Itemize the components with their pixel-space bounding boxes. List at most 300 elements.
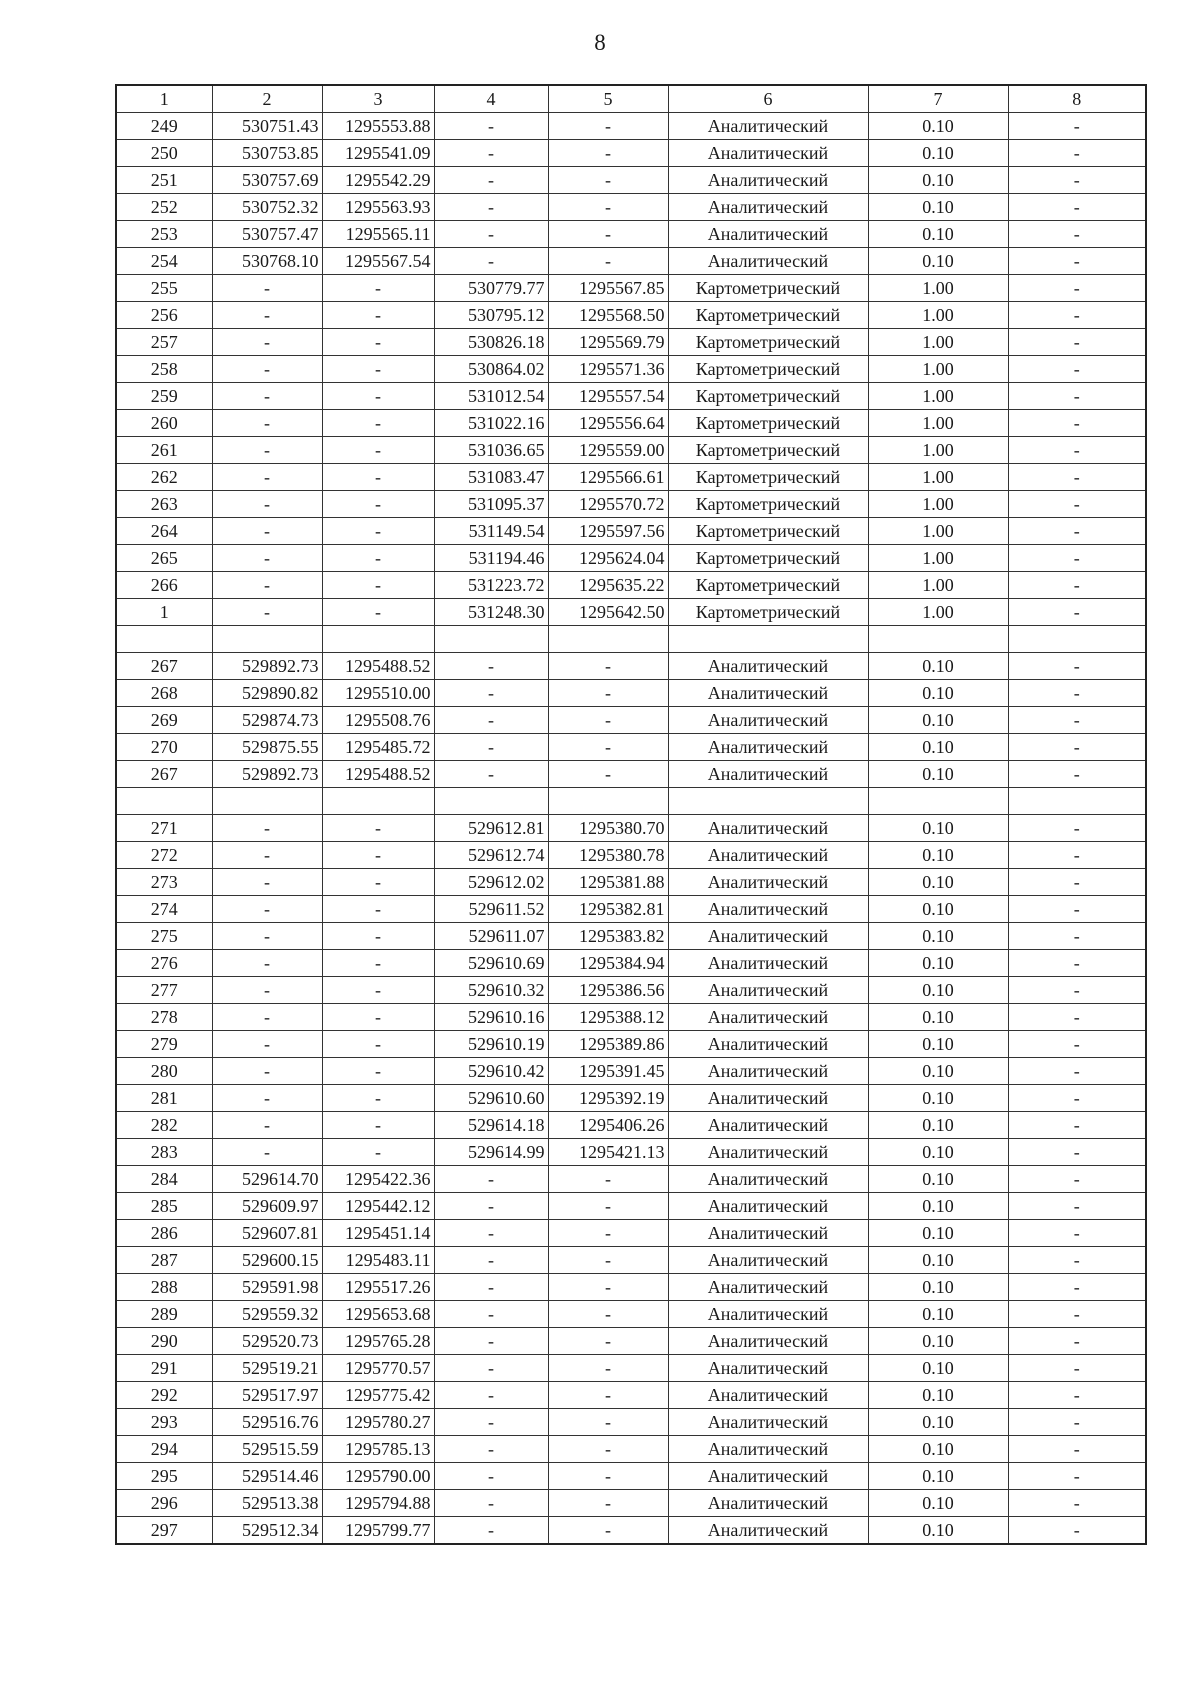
cell-y-coordinate: 1295565.11 — [322, 221, 434, 248]
cell-x-coordinate: - — [212, 410, 322, 437]
column-header-4: 4 — [434, 85, 548, 113]
cell-y-coordinate-alt: 1295597.56 — [548, 518, 668, 545]
cell-accuracy: 1.00 — [868, 302, 1008, 329]
cell-y-coordinate-alt: - — [548, 1436, 668, 1463]
cell-point-number: 266 — [116, 572, 212, 599]
cell-point-number: 257 — [116, 329, 212, 356]
cell-x-coordinate: 529520.73 — [212, 1328, 322, 1355]
cell-method: Картометрический — [668, 329, 868, 356]
cell-y-coordinate: - — [322, 950, 434, 977]
cell-note: - — [1008, 329, 1146, 356]
table-row — [116, 248, 1146, 275]
cell-y-coordinate-alt: - — [548, 1463, 668, 1490]
cell-x-coordinate: 529600.15 — [212, 1247, 322, 1274]
cell-point-number: 295 — [116, 1463, 212, 1490]
page-number: 8 — [594, 30, 606, 55]
cell-x-coordinate-alt: - — [434, 1382, 548, 1409]
cell-accuracy: 0.10 — [868, 815, 1008, 842]
cell-point-number: 281 — [116, 1085, 212, 1112]
cell-x-coordinate-alt: 529610.42 — [434, 1058, 548, 1085]
cell-point-number: 285 — [116, 1193, 212, 1220]
cell-accuracy: 0.10 — [868, 734, 1008, 761]
cell-x-coordinate-alt: - — [434, 1409, 548, 1436]
cell-point-number: 254 — [116, 248, 212, 275]
table-row — [116, 464, 1146, 491]
cell-method: Аналитический — [668, 761, 868, 788]
cell-accuracy: 1.00 — [868, 491, 1008, 518]
cell-point-number: 293 — [116, 1409, 212, 1436]
cell-method: Картометрический — [668, 491, 868, 518]
cell-note: - — [1008, 599, 1146, 626]
cell-note: - — [1008, 869, 1146, 896]
cell-y-coordinate-alt: 1295569.79 — [548, 329, 668, 356]
cell-point-number: 288 — [116, 1274, 212, 1301]
cell-accuracy: 1.00 — [868, 275, 1008, 302]
cell-method: Аналитический — [668, 1382, 868, 1409]
cell-method: Аналитический — [668, 1004, 868, 1031]
cell-note: - — [1008, 1274, 1146, 1301]
cell-y-coordinate-alt: - — [548, 734, 668, 761]
cell-y-coordinate-alt: - — [548, 1193, 668, 1220]
cell-accuracy: 1.00 — [868, 572, 1008, 599]
cell-note: - — [1008, 950, 1146, 977]
cell-x-coordinate-alt: - — [434, 1517, 548, 1545]
cell-x-coordinate: - — [212, 896, 322, 923]
cell-y-coordinate: 1295510.00 — [322, 680, 434, 707]
cell-y-coordinate: - — [322, 545, 434, 572]
cell-x-coordinate-alt: 530779.77 — [434, 275, 548, 302]
table-body — [116, 85, 1146, 1544]
cell-x-coordinate-alt: 531083.47 — [434, 464, 548, 491]
cell-method: Картометрический — [668, 464, 868, 491]
cell-y-coordinate: - — [322, 275, 434, 302]
table-row — [116, 1490, 1146, 1517]
cell-x-coordinate: 529614.70 — [212, 1166, 322, 1193]
cell-y-coordinate-alt: 1295392.19 — [548, 1085, 668, 1112]
cell-x-coordinate: 529890.82 — [212, 680, 322, 707]
table-row — [116, 950, 1146, 977]
column-header-3: 3 — [322, 85, 434, 113]
cell-y-coordinate: 1295508.76 — [322, 707, 434, 734]
cell-point-number: 268 — [116, 680, 212, 707]
cell-point-number: 274 — [116, 896, 212, 923]
cell-y-coordinate-alt: - — [548, 221, 668, 248]
cell-x-coordinate: 529607.81 — [212, 1220, 322, 1247]
cell-accuracy: 0.10 — [868, 1058, 1008, 1085]
cell-point-number: 284 — [116, 1166, 212, 1193]
cell-y-coordinate: - — [322, 1112, 434, 1139]
cell-y-coordinate-alt: 1295380.78 — [548, 842, 668, 869]
cell-note: - — [1008, 302, 1146, 329]
cell-method: Аналитический — [668, 1247, 868, 1274]
cell-x-coordinate-alt: 531022.16 — [434, 410, 548, 437]
table-row — [116, 1436, 1146, 1463]
cell-note: - — [1008, 410, 1146, 437]
cell-note — [1008, 626, 1146, 653]
table-row — [116, 1463, 1146, 1490]
cell-x-coordinate-alt: - — [434, 167, 548, 194]
cell-accuracy: 0.10 — [868, 1247, 1008, 1274]
cell-note: - — [1008, 572, 1146, 599]
cell-method: Картометрический — [668, 383, 868, 410]
cell-accuracy: 0.10 — [868, 653, 1008, 680]
cell-y-coordinate: 1295483.11 — [322, 1247, 434, 1274]
cell-x-coordinate-alt: 531149.54 — [434, 518, 548, 545]
cell-note: - — [1008, 221, 1146, 248]
table-row — [116, 572, 1146, 599]
cell-y-coordinate-alt: - — [548, 140, 668, 167]
cell-y-coordinate-alt: - — [548, 248, 668, 275]
cell-note: - — [1008, 1085, 1146, 1112]
cell-x-coordinate: - — [212, 518, 322, 545]
cell-x-coordinate-alt: - — [434, 140, 548, 167]
cell-method: Аналитический — [668, 1031, 868, 1058]
cell-accuracy: 0.10 — [868, 1355, 1008, 1382]
cell-x-coordinate: - — [212, 977, 322, 1004]
cell-x-coordinate: - — [212, 815, 322, 842]
cell-x-coordinate-alt: 529610.16 — [434, 1004, 548, 1031]
cell-y-coordinate: 1295785.13 — [322, 1436, 434, 1463]
cell-x-coordinate-alt: 529610.19 — [434, 1031, 548, 1058]
cell-method: Картометрический — [668, 275, 868, 302]
cell-y-coordinate-alt: - — [548, 1382, 668, 1409]
cell-point-number: 280 — [116, 1058, 212, 1085]
table-row — [116, 842, 1146, 869]
cell-x-coordinate-alt — [434, 626, 548, 653]
cell-accuracy: 0.10 — [868, 950, 1008, 977]
column-header-8: 8 — [1008, 85, 1146, 113]
cell-method: Аналитический — [668, 221, 868, 248]
cell-method: Картометрический — [668, 572, 868, 599]
cell-note: - — [1008, 1517, 1146, 1545]
cell-method: Аналитический — [668, 1355, 868, 1382]
cell-point-number: 251 — [116, 167, 212, 194]
cell-x-coordinate-alt: - — [434, 1463, 548, 1490]
cell-x-coordinate: 530753.85 — [212, 140, 322, 167]
table-row — [116, 1220, 1146, 1247]
cell-note: - — [1008, 491, 1146, 518]
table-row — [116, 1166, 1146, 1193]
column-header-2: 2 — [212, 85, 322, 113]
cell-note: - — [1008, 1112, 1146, 1139]
table-row — [116, 680, 1146, 707]
cell-y-coordinate: - — [322, 815, 434, 842]
cell-x-coordinate: 529609.97 — [212, 1193, 322, 1220]
table-row — [116, 1004, 1146, 1031]
cell-note: - — [1008, 1031, 1146, 1058]
cell-x-coordinate-alt: - — [434, 1301, 548, 1328]
cell-method: Аналитический — [668, 1274, 868, 1301]
cell-x-coordinate-alt: - — [434, 734, 548, 761]
cell-accuracy: 0.10 — [868, 1274, 1008, 1301]
cell-method: Аналитический — [668, 977, 868, 1004]
cell-x-coordinate: - — [212, 950, 322, 977]
table-row — [116, 545, 1146, 572]
table-row — [116, 356, 1146, 383]
cell-y-coordinate: 1295517.26 — [322, 1274, 434, 1301]
cell-y-coordinate: 1295422.36 — [322, 1166, 434, 1193]
cell-x-coordinate: - — [212, 437, 322, 464]
cell-x-coordinate-alt: 531194.46 — [434, 545, 548, 572]
cell-point-number — [116, 788, 212, 815]
cell-x-coordinate-alt: - — [434, 761, 548, 788]
cell-accuracy: 0.10 — [868, 1517, 1008, 1545]
cell-x-coordinate-alt: 530795.12 — [434, 302, 548, 329]
cell-accuracy: 1.00 — [868, 410, 1008, 437]
cell-y-coordinate: 1295542.29 — [322, 167, 434, 194]
cell-method: Аналитический — [668, 1328, 868, 1355]
cell-y-coordinate: - — [322, 1031, 434, 1058]
cell-x-coordinate: 529892.73 — [212, 761, 322, 788]
cell-y-coordinate-alt: - — [548, 113, 668, 140]
cell-note: - — [1008, 113, 1146, 140]
cell-y-coordinate-alt: 1295568.50 — [548, 302, 668, 329]
cell-y-coordinate: - — [322, 410, 434, 437]
cell-accuracy: 0.10 — [868, 842, 1008, 869]
table-row — [116, 1517, 1146, 1545]
cell-x-coordinate-alt: 529610.32 — [434, 977, 548, 1004]
table-row — [116, 923, 1146, 950]
cell-y-coordinate: - — [322, 1139, 434, 1166]
cell-method: Картометрический — [668, 410, 868, 437]
cell-accuracy: 0.10 — [868, 680, 1008, 707]
cell-method: Аналитический — [668, 896, 868, 923]
cell-point-number: 287 — [116, 1247, 212, 1274]
cell-note: - — [1008, 734, 1146, 761]
cell-method: Картометрический — [668, 599, 868, 626]
table-row — [116, 1112, 1146, 1139]
cell-point-number: 270 — [116, 734, 212, 761]
cell-accuracy: 1.00 — [868, 437, 1008, 464]
cell-point-number: 265 — [116, 545, 212, 572]
cell-note: - — [1008, 248, 1146, 275]
cell-x-coordinate: 529512.34 — [212, 1517, 322, 1545]
table-row — [116, 761, 1146, 788]
cell-method: Аналитический — [668, 194, 868, 221]
cell-y-coordinate: 1295794.88 — [322, 1490, 434, 1517]
cell-point-number: 294 — [116, 1436, 212, 1463]
cell-x-coordinate: 529519.21 — [212, 1355, 322, 1382]
cell-y-coordinate: - — [322, 842, 434, 869]
cell-note: - — [1008, 1463, 1146, 1490]
cell-x-coordinate-alt: - — [434, 653, 548, 680]
cell-method: Аналитический — [668, 1058, 868, 1085]
cell-y-coordinate-alt: 1295624.04 — [548, 545, 668, 572]
table-row — [116, 1058, 1146, 1085]
table-row — [116, 221, 1146, 248]
cell-accuracy: 0.10 — [868, 194, 1008, 221]
cell-method: Картометрический — [668, 356, 868, 383]
cell-point-number: 296 — [116, 1490, 212, 1517]
cell-y-coordinate: - — [322, 356, 434, 383]
cell-method: Аналитический — [668, 950, 868, 977]
cell-x-coordinate: 529559.32 — [212, 1301, 322, 1328]
cell-note: - — [1008, 680, 1146, 707]
cell-y-coordinate: 1295451.14 — [322, 1220, 434, 1247]
table-row — [116, 167, 1146, 194]
cell-x-coordinate: - — [212, 545, 322, 572]
cell-x-coordinate: - — [212, 1085, 322, 1112]
cell-y-coordinate-alt: - — [548, 1490, 668, 1517]
cell-x-coordinate: - — [212, 1112, 322, 1139]
cell-x-coordinate: 529892.73 — [212, 653, 322, 680]
cell-y-coordinate: 1295488.52 — [322, 761, 434, 788]
cell-y-coordinate-alt: 1295642.50 — [548, 599, 668, 626]
cell-accuracy — [868, 788, 1008, 815]
cell-y-coordinate-alt: - — [548, 1517, 668, 1545]
cell-accuracy: 1.00 — [868, 599, 1008, 626]
cell-point-number: 256 — [116, 302, 212, 329]
cell-method: Аналитический — [668, 1193, 868, 1220]
cell-accuracy: 0.10 — [868, 1409, 1008, 1436]
column-header-5: 5 — [548, 85, 668, 113]
cell-y-coordinate-alt: - — [548, 1274, 668, 1301]
cell-x-coordinate-alt: - — [434, 1274, 548, 1301]
cell-note: - — [1008, 977, 1146, 1004]
cell-x-coordinate-alt: 529614.18 — [434, 1112, 548, 1139]
table-row — [116, 1031, 1146, 1058]
cell-y-coordinate: 1295541.09 — [322, 140, 434, 167]
cell-accuracy: 0.10 — [868, 1382, 1008, 1409]
column-header-1: 1 — [116, 85, 212, 113]
cell-note: - — [1008, 707, 1146, 734]
cell-y-coordinate-alt: 1295570.72 — [548, 491, 668, 518]
cell-y-coordinate: 1295770.57 — [322, 1355, 434, 1382]
cell-y-coordinate-alt: - — [548, 1220, 668, 1247]
cell-method: Аналитический — [668, 1409, 868, 1436]
cell-point-number: 286 — [116, 1220, 212, 1247]
cell-x-coordinate: - — [212, 329, 322, 356]
cell-y-coordinate: - — [322, 518, 434, 545]
cell-accuracy: 0.10 — [868, 113, 1008, 140]
cell-x-coordinate: 529513.38 — [212, 1490, 322, 1517]
table-row — [116, 815, 1146, 842]
cell-accuracy: 0.10 — [868, 140, 1008, 167]
cell-x-coordinate-alt: 531012.54 — [434, 383, 548, 410]
table-row — [116, 1274, 1146, 1301]
cell-x-coordinate: - — [212, 464, 322, 491]
cell-x-coordinate-alt: 530826.18 — [434, 329, 548, 356]
cell-x-coordinate-alt: - — [434, 680, 548, 707]
cell-point-number: 252 — [116, 194, 212, 221]
cell-point-number: 269 — [116, 707, 212, 734]
table-row — [116, 734, 1146, 761]
cell-x-coordinate: 529514.46 — [212, 1463, 322, 1490]
cell-y-coordinate: - — [322, 1058, 434, 1085]
cell-x-coordinate-alt: - — [434, 1490, 548, 1517]
cell-x-coordinate: - — [212, 599, 322, 626]
cell-point-number: 263 — [116, 491, 212, 518]
cell-y-coordinate-alt — [548, 788, 668, 815]
table-row — [116, 653, 1146, 680]
table-row — [116, 113, 1146, 140]
cell-y-coordinate-alt: 1295383.82 — [548, 923, 668, 950]
cell-x-coordinate: 530757.69 — [212, 167, 322, 194]
cell-point-number: 264 — [116, 518, 212, 545]
cell-method: Аналитический — [668, 734, 868, 761]
cell-x-coordinate: - — [212, 869, 322, 896]
table-row — [116, 383, 1146, 410]
cell-y-coordinate-alt: 1295382.81 — [548, 896, 668, 923]
cell-y-coordinate: - — [322, 869, 434, 896]
cell-y-coordinate-alt: - — [548, 680, 668, 707]
cell-accuracy — [868, 626, 1008, 653]
cell-point-number: 249 — [116, 113, 212, 140]
cell-x-coordinate: 530751.43 — [212, 113, 322, 140]
table-row — [116, 1247, 1146, 1274]
cell-y-coordinate: - — [322, 572, 434, 599]
cell-x-coordinate: - — [212, 572, 322, 599]
cell-x-coordinate: 530757.47 — [212, 221, 322, 248]
cell-y-coordinate-alt: 1295388.12 — [548, 1004, 668, 1031]
table-row — [116, 410, 1146, 437]
cell-note: - — [1008, 275, 1146, 302]
cell-x-coordinate: - — [212, 383, 322, 410]
cell-method: Аналитический — [668, 248, 868, 275]
cell-point-number: 275 — [116, 923, 212, 950]
cell-accuracy: 0.10 — [868, 221, 1008, 248]
cell-y-coordinate: 1295567.54 — [322, 248, 434, 275]
cell-method: Аналитический — [668, 167, 868, 194]
cell-x-coordinate: - — [212, 356, 322, 383]
cell-method: Аналитический — [668, 1139, 868, 1166]
cell-note: - — [1008, 842, 1146, 869]
cell-point-number: 272 — [116, 842, 212, 869]
cell-note: - — [1008, 545, 1146, 572]
cell-x-coordinate-alt: 529614.99 — [434, 1139, 548, 1166]
cell-accuracy: 0.10 — [868, 1166, 1008, 1193]
cell-accuracy: 0.10 — [868, 896, 1008, 923]
cell-point-number: 1 — [116, 599, 212, 626]
cell-method: Аналитический — [668, 680, 868, 707]
table-row — [116, 869, 1146, 896]
cell-accuracy: 0.10 — [868, 1436, 1008, 1463]
cell-y-coordinate: - — [322, 302, 434, 329]
cell-x-coordinate: - — [212, 1139, 322, 1166]
table-row — [116, 437, 1146, 464]
cell-x-coordinate — [212, 626, 322, 653]
cell-note: - — [1008, 1220, 1146, 1247]
cell-note: - — [1008, 1490, 1146, 1517]
table-row — [116, 1382, 1146, 1409]
table-row — [116, 1085, 1146, 1112]
cell-x-coordinate-alt: 529611.52 — [434, 896, 548, 923]
cell-accuracy: 0.10 — [868, 761, 1008, 788]
cell-method: Аналитический — [668, 815, 868, 842]
table-row — [116, 707, 1146, 734]
cell-x-coordinate: - — [212, 275, 322, 302]
cell-point-number: 290 — [116, 1328, 212, 1355]
cell-x-coordinate: 530752.32 — [212, 194, 322, 221]
cell-method: Аналитический — [668, 1463, 868, 1490]
cell-note: - — [1008, 1436, 1146, 1463]
cell-x-coordinate-alt: - — [434, 221, 548, 248]
cell-accuracy: 0.10 — [868, 1031, 1008, 1058]
cell-accuracy: 0.10 — [868, 1004, 1008, 1031]
cell-y-coordinate-alt: - — [548, 167, 668, 194]
cell-point-number: 271 — [116, 815, 212, 842]
cell-accuracy: 1.00 — [868, 329, 1008, 356]
cell-accuracy: 0.10 — [868, 977, 1008, 1004]
cell-note: - — [1008, 1058, 1146, 1085]
cell-y-coordinate: 1295765.28 — [322, 1328, 434, 1355]
cell-point-number: 250 — [116, 140, 212, 167]
cell-y-coordinate-alt: 1295566.61 — [548, 464, 668, 491]
cell-x-coordinate-alt: 529611.07 — [434, 923, 548, 950]
cell-x-coordinate: 530768.10 — [212, 248, 322, 275]
cell-method: Аналитический — [668, 1517, 868, 1545]
cell-method: Аналитический — [668, 1085, 868, 1112]
